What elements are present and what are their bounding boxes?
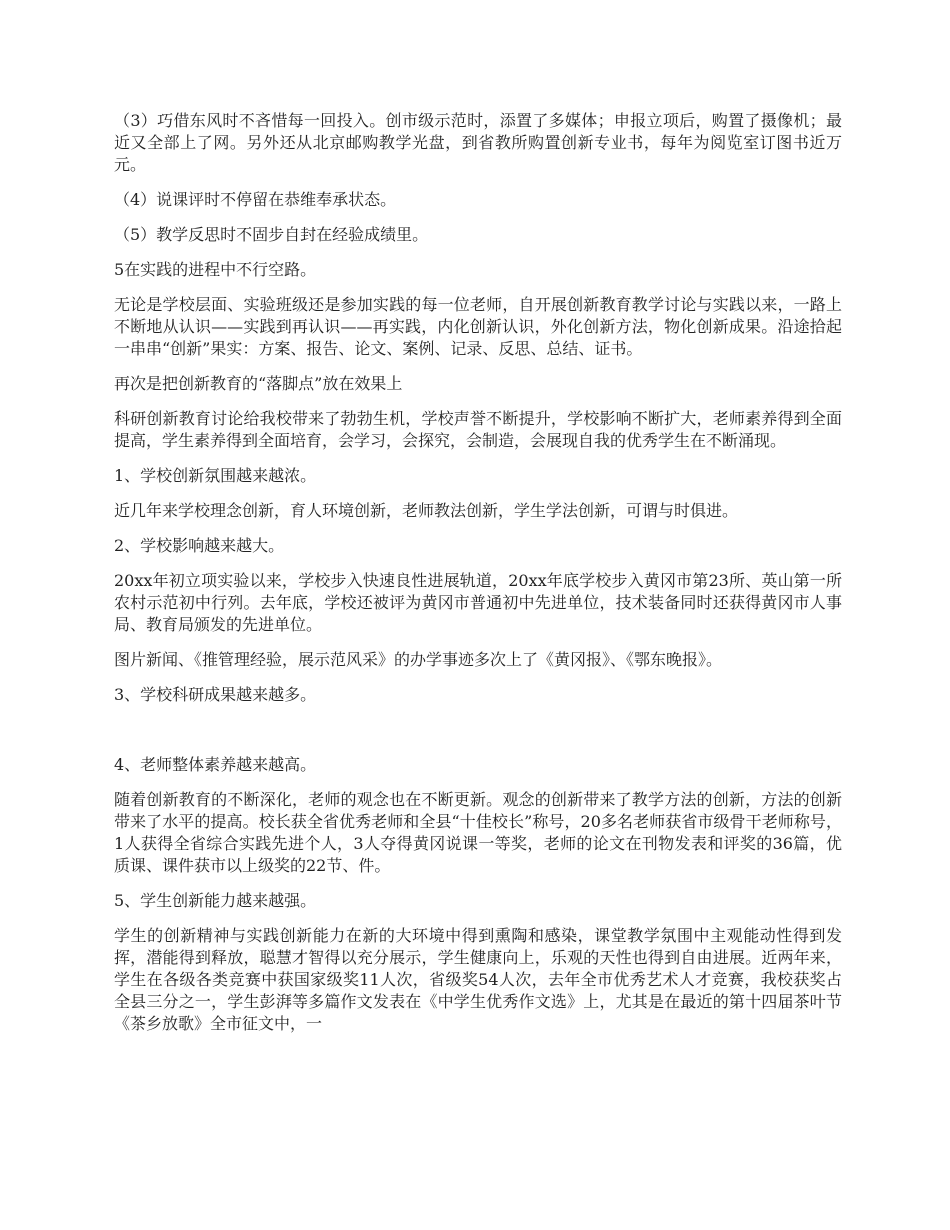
- paragraph-teachers: 随着创新教育的不断深化，老师的观念也在不断更新。观念的创新带来了教学方法的创新，方法的创新带来了水平的提高。校长获全省优秀老师和全县“十佳校长”称号，20多名老师获省市级骨干老师称号，1人获得全省综合实践先进个人，3人夺得黄冈说课一等奖，老师的论文在刊物发表和评奖的36篇，优质课、课件获市以上级奖的22节、件。: [114, 790, 842, 875]
- subheading-students: 5、学生创新能力越来越强。: [114, 891, 317, 910]
- document-body: [114, 110, 842, 1048]
- paragraph-item-5: （5）教学反思时不固步自封在经验成绩里。: [114, 225, 429, 244]
- paragraph-item-3: （3）巧借东风时不吝惜每一回投入。创市级示范时，添置了多媒体；申报立项后，购置了摄像机；最近又全部上了网。另外还从北京邮购教学光盘，到省教所购置创新专业书，每年为阅览室订图书近万元。: [114, 111, 842, 174]
- paragraph-news: 图片新闻、《推管理经验，展示范风采》的办学事迹多次上了《黄冈报》、《鄂东晚报》。: [114, 650, 723, 669]
- subheading-influence: 2、学校影响越来越大。: [114, 536, 285, 555]
- paragraph-item-4: （4）说课评时不停留在恭维奉承状态。: [114, 190, 397, 209]
- paragraph-effect-summary: 科研创新教育讨论给我校带来了勃勃生机，学校声誉不断提升，学校影响不断扩大，老师素养得到全面提高，学生素养得到全面培育，会学习，会探究，会制造，会展现自我的优秀学生在不断涌现。: [114, 409, 842, 450]
- section-heading-practice: 5在实践的进程中不行空路。: [114, 260, 317, 279]
- paragraph-influence: 20xx年初立项实验以来，学校步入快速良性进展轨道，20xx年底学校步入黄冈市第23所、英山第一所农村示范初中行列。去年底，学校还被评为黄冈市普通初中先进单位，技术装备同时还获得黄冈市人事局、教育局颁发的先进单位。: [114, 571, 842, 634]
- paragraph-atmosphere: 近几年来学校理念创新，育人环境创新，老师教法创新，学生学法创新，可谓与时俱进。: [114, 501, 739, 520]
- paragraph-students: 学生的创新精神与实践创新能力在新的大环境中得到熏陶和感染，课堂教学氛围中主观能动性得到发挥，潜能得到释放，聪慧才智得以充分展示，学生健康向上，乐观的天性也得到自由进展。近两年来，学生在各级各类竞赛中获国家级奖11人次，省级奖54人次，去年全市优秀艺术人才竞赛，我校获奖占全县三分之一，学生彭湃等多篇作文发表在《中学生优秀作文选》上，尤其是在最近的第十四届茶叶节《茶乡放歌》全市征文中，一: [114, 926, 842, 1033]
- section-heading-effect: 再次是把创新教育的“落脚点”放在效果上: [114, 374, 403, 393]
- paragraph-practice-summary: 无论是学校层面、实验班级还是参加实践的每一位老师，自开展创新教育教学讨论与实践以来，一路上不断地从认识——实践到再认识——再实践，内化创新认识，外化创新方法，物化创新成果。沿途拾起一串串“创新”果实：方案、报告、论文、案例、记录、反思、总结、证书。: [114, 295, 842, 358]
- subheading-teachers: 4、老师整体素养越来越高。: [114, 755, 317, 774]
- subheading-atmosphere: 1、学校创新氛围越来越浓。: [114, 466, 317, 485]
- subheading-research: 3、学校科研成果越来越多。: [114, 685, 317, 704]
